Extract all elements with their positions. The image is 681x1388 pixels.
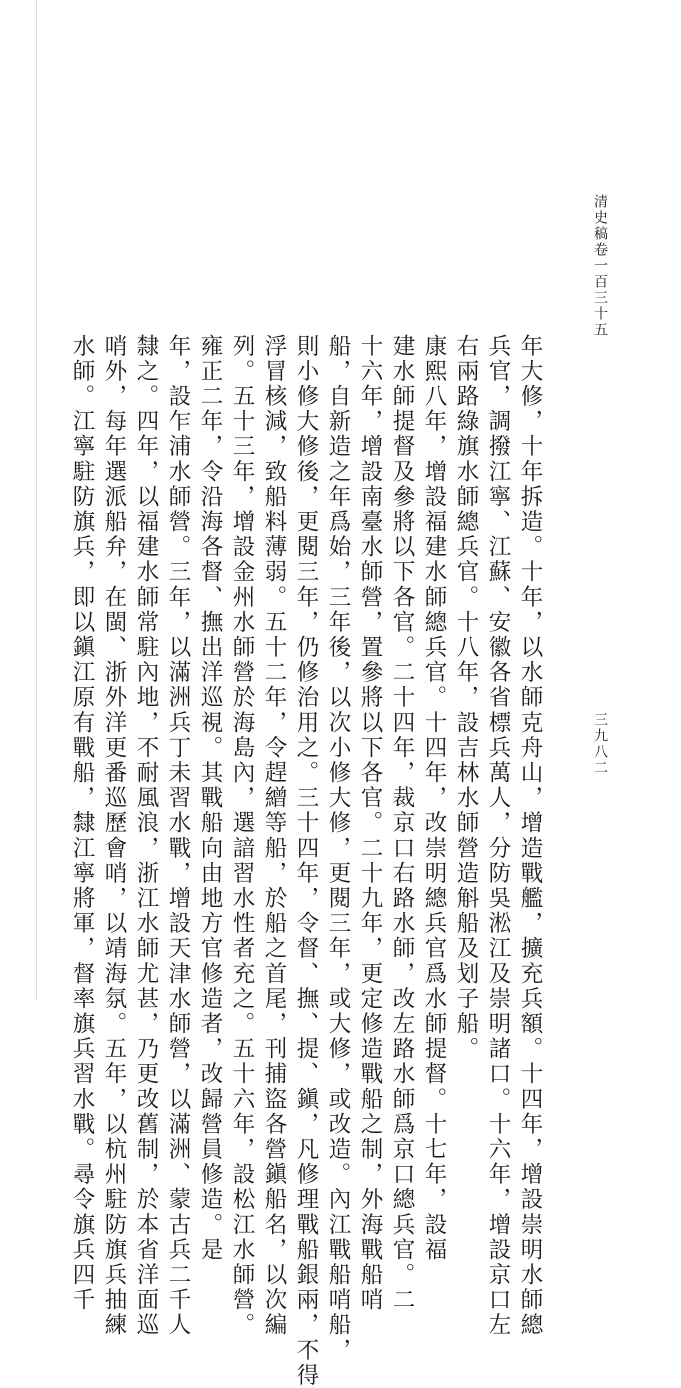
- text-column-13: 隸之。四年，以福建水師常駐內地，不耐風浪，浙江水師尤甚，乃更改舊制，於本省洋面巡: [133, 334, 159, 1338]
- text-column-14: 哨外，每年選派船弁，在閩、浙外洋更番巡歷會哨，以靖海氛。五年，以杭州駐防旗兵抽練: [101, 334, 127, 1338]
- text-column-10: 列。五十三年，增設金州水師營於海島內，選諳習水性者充之。五十六年，設松江水師營。: [229, 334, 255, 1338]
- running-head: 清史稿卷一百三十五: [592, 194, 608, 338]
- body-text: [69, 334, 543, 1388]
- text-column-8: 則小修大修後，更閱三年，仍修治用之。三十四年，令督、撫、提、鎭，凡修理戰船銀兩，不得: [293, 334, 319, 1388]
- text-column-12: 年，設乍浦水師營。三年，以滿洲兵丁未習水戰，增設天津水師營，以滿洲、蒙古兵二千人: [165, 334, 191, 1338]
- page-number: 三九八二: [592, 712, 608, 776]
- text-column-7: 船，自新造之年爲始，三年後，以次小修大修，更閱三年，或大修，或改造。內江戰船哨船，: [325, 334, 351, 1364]
- text-column-11: 雍正二年，令沿海各督、撫出洋巡視。其戰船向由地方官修造者，改歸營員修造。是: [197, 334, 223, 1263]
- text-column-9: 浮冒核減，致船料薄弱。五十二年，令趕繒等船，於船之首尾，刊捕盜各營鎭船名，以次編: [261, 334, 287, 1338]
- binding-seam: [36, 0, 37, 1000]
- text-column-6: 十六年，增設南臺水師營，置參將以下各官。二十九年，更定修造戰船之制，外海戰船哨: [357, 334, 383, 1313]
- text-column-15: 水師。江寧駐防旗兵，即以鎭江原有戰船，隸江寧將軍，督率旗兵習水戰。尋令旗兵四千: [69, 334, 95, 1313]
- text-column-2: 兵官，調撥江寧、江蘇、安徽各省標兵萬人，分防吳淞江及崇明諸口。十六年，增設京口左: [485, 334, 511, 1338]
- text-column-4: 康熙八年，增設福建水師總兵官。十四年，改崇明總兵官爲水師提督。十七年，設福: [421, 334, 447, 1263]
- text-column-1: 年大修，十年拆造。十年，以水師克舟山，增造戰艦，擴充兵額。十四年，增設崇明水師總: [517, 334, 543, 1338]
- text-column-5: 建水師提督及參將以下各官。二十四年，裁京口右路水師，改左路水師爲京口總兵官。二: [389, 334, 415, 1313]
- text-column-3: 右兩路綠旗水師總兵官。十八年，設吉林水師營造斛船及划子船。: [453, 334, 479, 1062]
